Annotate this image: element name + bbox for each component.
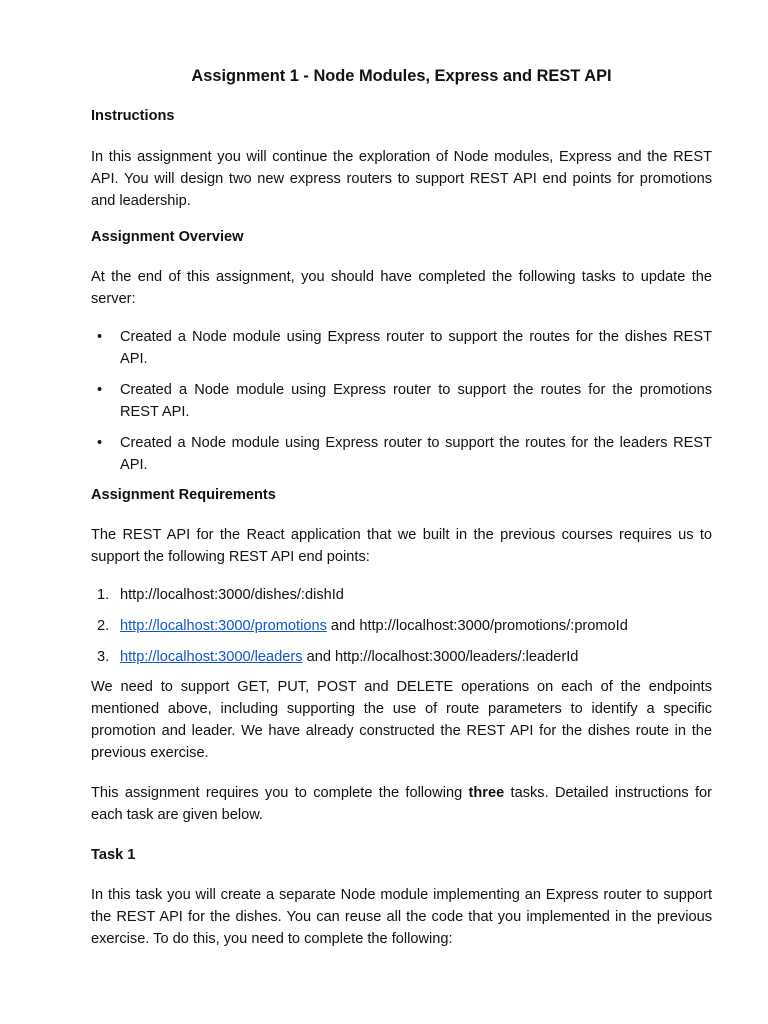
list-number: 1.: [97, 587, 110, 603]
bullet-icon: •: [97, 382, 103, 398]
task1-paragraph: In this task you will create a separate Node module implementing an Express router to support the REST API for the dishes. You can reuse all the code that you implemented in the previous exercise. To do this, you need to complete the following:: [91, 887, 712, 947]
list-item-text: Created a Node module using Express router to support the routes for the promotions REST API.: [120, 382, 712, 420]
promotions-link[interactable]: http://localhost:3000/promotions: [120, 618, 327, 634]
bullet-icon: •: [97, 435, 103, 451]
tasks-count: three: [468, 785, 505, 801]
list-item: [91, 379, 712, 423]
overview-heading: Assignment Overview: [91, 229, 244, 245]
list-item: [91, 432, 712, 476]
endpoint-text: and http://localhost:3000/leaders/:leaderId: [302, 649, 579, 665]
list-number: 3.: [97, 649, 110, 665]
tasks-text-before: This assignment requires you to complete the following: [91, 785, 469, 801]
list-item: [91, 326, 712, 370]
overview-list: [91, 326, 712, 476]
list-item: [91, 584, 712, 606]
support-paragraph: We need to support GET, PUT, POST and DELETE operations on each of the endpoints mentioned above, including supporting the use of route parameters to identify a specific promotion and leader. We have already constructed the REST API for the dishes route in the previous exercise.: [91, 679, 712, 761]
list-number: 2.: [97, 618, 110, 634]
list-item-text: Created a Node module using Express router to support the routes for the leaders REST API.: [120, 435, 712, 473]
instructions-paragraph: In this assignment you will continue the exploration of Node modules, Express and the REST API. You will design two new express routers to support REST API end points for promotions and leadership.: [91, 149, 712, 209]
list-item: [91, 615, 712, 637]
list-item-text: Created a Node module using Express router to support the routes for the dishes REST API.: [120, 329, 712, 367]
overview-paragraph: At the end of this assignment, you should have completed the following tasks to update the server:: [91, 269, 712, 307]
endpoint-list: [91, 584, 712, 668]
tasks-text-after: tasks. Detailed instructions for each task are given below.: [91, 785, 712, 823]
instructions-heading: Instructions: [91, 108, 175, 124]
requirements-heading: Assignment Requirements: [91, 487, 276, 503]
leaders-link[interactable]: http://localhost:3000/leaders: [120, 649, 303, 665]
list-item: [91, 646, 712, 668]
requirements-paragraph: The REST API for the React application that we built in the previous courses requires us to support the following REST API end points:: [91, 527, 712, 565]
tasks-paragraph: [91, 782, 712, 826]
bullet-icon: •: [97, 329, 103, 345]
endpoint-text: http://localhost:3000/dishes/:dishId: [120, 587, 344, 603]
task1-heading: Task 1: [91, 847, 136, 863]
document-title: Assignment 1 - Node Modules, Express and REST API: [191, 67, 612, 85]
endpoint-text: and http://localhost:3000/promotions/:promoId: [326, 618, 628, 634]
